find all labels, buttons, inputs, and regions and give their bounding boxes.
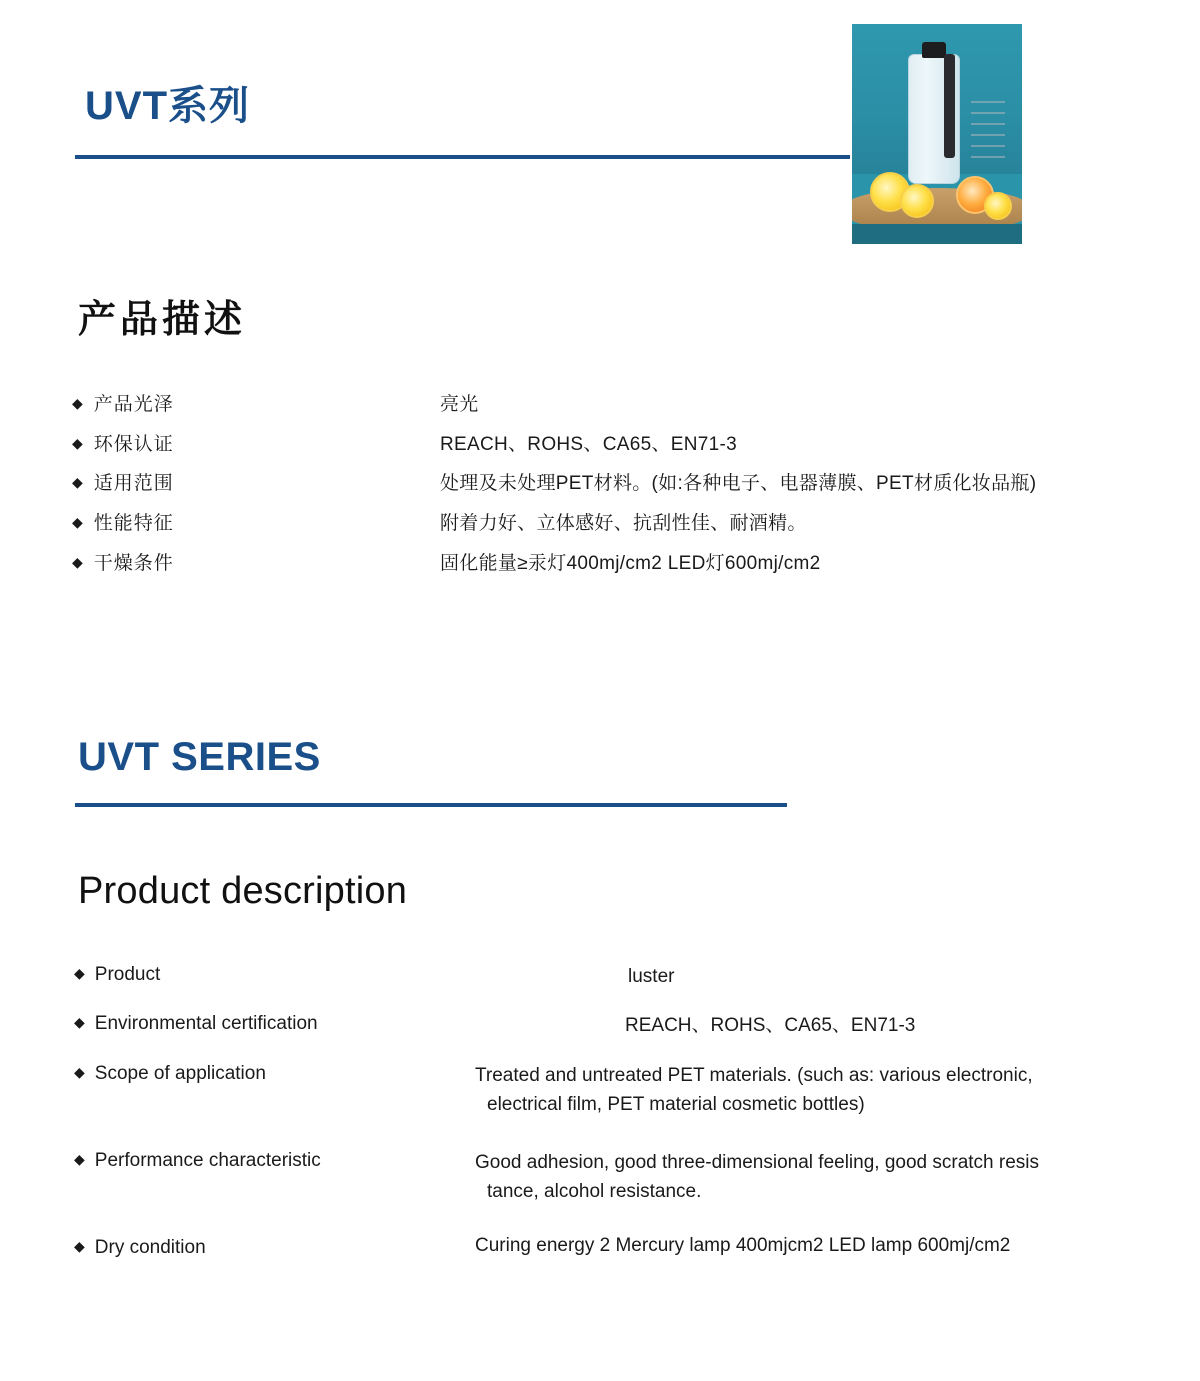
table-row bbox=[74, 1231, 1184, 1262]
diamond-bullet-icon: ◆ bbox=[72, 553, 84, 570]
photo-foreground-shadow bbox=[852, 224, 1022, 244]
table-row bbox=[72, 432, 1152, 458]
bottle-label-lines bbox=[971, 101, 1005, 179]
spec-value-cell bbox=[470, 1148, 1184, 1207]
lemon-slice bbox=[900, 184, 934, 218]
diamond-bullet-icon: ◆ bbox=[74, 1237, 85, 1254]
page-title-english: UVT SERIES bbox=[78, 735, 321, 779]
chinese-description-heading: 产品描述 bbox=[78, 299, 247, 341]
spec-value-line-1: Good adhesion, good three-dimensional feeling, good scratch resis bbox=[475, 1151, 1040, 1173]
spec-value-cell: REACH、ROHS、CA65、EN71-3 bbox=[440, 433, 737, 455]
spec-label-text: Performance characteristic bbox=[94, 1149, 321, 1171]
page-title-chinese: UVT系列 bbox=[85, 84, 250, 128]
spec-label-cell bbox=[74, 1231, 470, 1262]
diamond-bullet-icon: ◆ bbox=[72, 513, 84, 530]
spec-label-text: 干燥条件 bbox=[93, 552, 174, 574]
spec-value-cell: 固化能量≥汞灯400mj/cm2 LED灯600mj/cm2 bbox=[440, 552, 821, 574]
spec-label-text: Dry condition bbox=[94, 1236, 206, 1258]
spec-value-cell: 附着力好、立体感好、抗刮性佳、耐酒精。 bbox=[440, 512, 807, 534]
spec-label-cell bbox=[74, 962, 470, 989]
chinese-spec-table bbox=[72, 392, 1152, 590]
spec-value-line-1: luster bbox=[628, 966, 675, 987]
spec-label-text: 环保认证 bbox=[93, 433, 174, 455]
diamond-bullet-icon: ◆ bbox=[72, 474, 84, 491]
table-row bbox=[74, 962, 1184, 991]
spec-label-cell bbox=[74, 1011, 470, 1038]
table-row bbox=[74, 1061, 1184, 1120]
spec-label-text: Product bbox=[94, 964, 161, 985]
spec-value-line-1: Treated and untreated PET materials. (such as: various electronic, bbox=[475, 1064, 1033, 1086]
spec-label-cell bbox=[72, 471, 440, 497]
product-photo bbox=[852, 24, 1022, 244]
spec-label-text: 适用范围 bbox=[93, 473, 174, 495]
table-row bbox=[72, 551, 1152, 577]
spec-value-line-1: Curing energy 2 Mercury lamp 400mjcm2 LED lamp 600mj/cm2 bbox=[475, 1234, 1011, 1256]
lemon-slice bbox=[984, 192, 1012, 220]
diamond-bullet-icon: ◆ bbox=[72, 395, 84, 411]
spec-value-cell: 处理及未处理PET材料。(如:各种电子、电器薄膜、PET材质化妆品瓶) bbox=[440, 473, 1037, 495]
table-row bbox=[74, 1148, 1184, 1207]
table-row bbox=[72, 471, 1152, 497]
spec-label-text: 性能特征 bbox=[93, 512, 174, 534]
english-description-heading: Product description bbox=[78, 870, 408, 912]
bottle-strap bbox=[944, 54, 955, 158]
spec-value-cell bbox=[470, 962, 1184, 991]
diamond-bullet-icon: ◆ bbox=[74, 1014, 85, 1031]
english-title-divider bbox=[75, 803, 787, 807]
spec-label-cell bbox=[72, 551, 440, 577]
english-spec-table bbox=[74, 962, 1184, 1281]
table-row bbox=[72, 511, 1152, 537]
spec-label-text: 产品光泽 bbox=[93, 394, 174, 415]
table-row bbox=[74, 1011, 1184, 1040]
spec-value-cell bbox=[470, 1231, 1184, 1260]
spec-value-cell bbox=[470, 1061, 1184, 1120]
spec-value-line-2: electrical film, PET material cosmetic bottles) bbox=[487, 1094, 865, 1116]
chinese-title-divider bbox=[75, 155, 850, 159]
spec-value-cell bbox=[470, 1011, 1184, 1040]
spec-label-cell bbox=[74, 1061, 470, 1088]
diamond-bullet-icon: ◆ bbox=[72, 434, 84, 451]
bottle-cap bbox=[922, 42, 946, 58]
spec-value-line-1: REACH、ROHS、CA65、EN71-3 bbox=[625, 1015, 916, 1037]
spec-label-cell bbox=[72, 432, 440, 458]
spec-value-line-2: tance, alcohol resistance. bbox=[487, 1181, 702, 1203]
spec-label-text: Environmental certification bbox=[94, 1013, 318, 1035]
spec-value-cell: 亮光 bbox=[440, 394, 479, 415]
table-row bbox=[72, 392, 1152, 418]
diamond-bullet-icon: ◆ bbox=[74, 965, 85, 981]
spec-label-cell bbox=[72, 392, 440, 418]
spec-label-cell bbox=[74, 1148, 470, 1175]
spec-label-cell bbox=[72, 511, 440, 537]
diamond-bullet-icon: ◆ bbox=[74, 1150, 85, 1167]
spec-label-text: Scope of application bbox=[94, 1062, 266, 1084]
diamond-bullet-icon: ◆ bbox=[74, 1063, 85, 1080]
